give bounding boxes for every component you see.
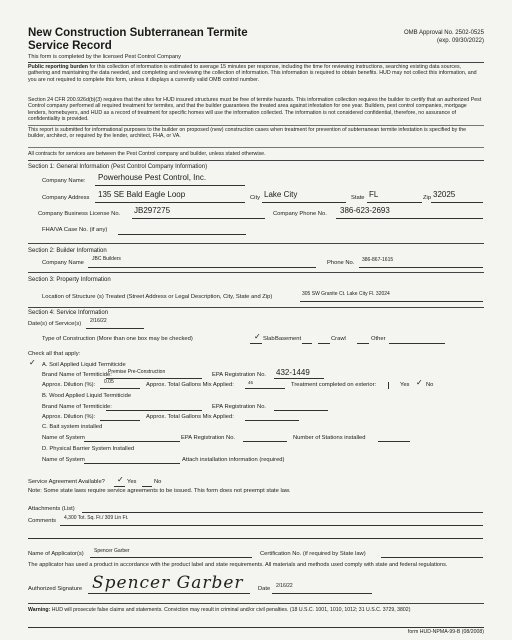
construction-type-label: Type of Construction (More than one box may be checked)	[42, 336, 193, 342]
agreement-yes-option: Yes	[127, 479, 137, 485]
a-epa-label: EPA Registration No.	[212, 372, 267, 378]
warning-lead: Warning:	[28, 607, 51, 613]
burden-statement	[28, 64, 482, 83]
c-epa-line[interactable]	[243, 441, 287, 442]
comments-line	[60, 525, 483, 526]
d-name-label: Name of System	[42, 457, 85, 463]
company-phone-label: Company Phone No.	[273, 211, 327, 217]
other-option: Other	[371, 336, 386, 342]
option-b-label: B. Wood Applied Liquid Termiticide	[42, 393, 132, 399]
a-brand-value[interactable]: Premise Pre-Construction	[108, 369, 166, 375]
company-phone-value[interactable]: 386-623-2693	[340, 206, 390, 215]
option-c-label: C. Bait system installed	[42, 424, 103, 430]
license-line	[132, 218, 265, 219]
city-line	[262, 202, 346, 203]
agreement-note: Note: Some state laws require service agreements to be issued. This form does not preempt state law.	[28, 488, 291, 494]
contracts-statement: All contracts for services are between the Pest Control company and builder, unless stated otherwise.	[28, 151, 266, 157]
service-dates-value[interactable]: 2/16/22	[90, 318, 107, 324]
company-address-line	[95, 202, 245, 203]
completed-by-note: This form is completed by the licensed Pest Control Company	[28, 54, 181, 60]
company-name-line	[95, 185, 245, 186]
fha-case-label: FHA/VA Case No. (if any)	[42, 227, 108, 233]
b-gallons-line[interactable]	[245, 420, 299, 421]
attachments-line[interactable]	[82, 512, 483, 513]
a-dilution-value[interactable]: 0.05	[104, 379, 114, 385]
zip-label: Zip	[423, 195, 432, 201]
section2-heading: Section 2: Builder Information	[28, 248, 107, 254]
license-value[interactable]: JB297275	[134, 206, 171, 215]
section4-heading: Section 4: Service Information	[28, 310, 109, 316]
c-name-label: Name of System	[42, 435, 85, 441]
exterior-label: Treatment completed on exterior:	[291, 382, 377, 388]
b-brand-line[interactable]	[106, 410, 202, 411]
form-title-line1: New Construction Subterranean Termite	[28, 27, 248, 39]
b-epa-label: EPA Registration No.	[212, 404, 267, 410]
service-agreement-label: Service Agreement Available?	[28, 479, 105, 485]
builder-phone-line	[359, 267, 483, 268]
builder-name-label: Company Name	[42, 260, 84, 266]
builder-name-value[interactable]: JBC Builders	[92, 256, 121, 262]
warning-body: HUD will prosecute false claims and statements. Conviction may result in criminal and/or civil penalties. (18 U.S.C. 1001, 1010, 1012; 31 U.S.C. 3729, 3802)	[50, 607, 411, 613]
date-value[interactable]: 2/16/22	[276, 583, 293, 589]
state-value[interactable]: FL	[369, 190, 379, 199]
section1-heading: Section 1: General Information (Pest Control Company Information)	[28, 164, 208, 170]
signature-label: Authorized Signature	[28, 586, 83, 592]
agreement-yes-line	[114, 486, 125, 487]
attachments-label: Attachments (List)	[28, 506, 75, 512]
authorized-signature[interactable]: Spencer Garber	[92, 573, 244, 593]
location-value[interactable]: 305 SW Granite Ct. Lake City Fl. 32024	[302, 291, 390, 297]
divider	[28, 243, 484, 244]
service-dates-label: Date(s) of Service(s)	[28, 321, 82, 327]
exterior-no-checkmark[interactable]: ✓	[416, 378, 423, 387]
form-number: form HUD-NPMA-99-B (08/2008)	[407, 629, 484, 635]
a-dilution-line	[100, 388, 140, 389]
company-address-label: Company Address	[42, 195, 90, 201]
b-gallons-label: Approx. Total Gallons Mix Applied:	[146, 414, 234, 420]
c-epa-label: EPA Registration No.	[181, 435, 236, 441]
city-label: City	[250, 195, 260, 201]
other-line[interactable]	[389, 343, 445, 344]
applicator-name-label: Name of Applicator(s)	[28, 551, 84, 557]
burden-lead: Public reporting burden	[28, 64, 89, 70]
divider	[28, 62, 484, 63]
a-dilution-label: Approx. Dilution (%):	[42, 382, 96, 388]
divider	[28, 272, 484, 273]
company-name-label: Company Name:	[42, 178, 86, 184]
a-brand-label: Brand Name of Termiticide:	[42, 372, 112, 378]
builder-phone-label: Phone No.	[327, 260, 355, 266]
basement-checkbox[interactable]	[302, 343, 312, 344]
option-a-label: A. Soil Applied Liquid Termiticide	[42, 362, 126, 368]
crawl-option: Crawl	[331, 336, 346, 342]
d-attach-label: Attach installation information (required)	[182, 457, 285, 463]
service-dates-line	[86, 328, 144, 329]
comments-label: Comments	[28, 518, 57, 524]
divider	[28, 160, 484, 161]
b-dilution-label: Approx. Dilution (%):	[42, 414, 96, 420]
city-value[interactable]: Lake City	[264, 190, 298, 199]
company-name-value[interactable]: Powerhouse Pest Control, Inc.	[98, 173, 207, 182]
agreement-yes-checkmark[interactable]: ✓	[117, 475, 124, 484]
builder-phone-value[interactable]: 386-867-1615	[362, 257, 394, 263]
agreement-no-option: No	[154, 479, 162, 485]
burden-text: for this collection of information is estimated to average 15 minutes per response, including the time for reviewing instructions, searching existing data sources, gathering and maintaining the data needed, and completing and reviewing the collection of information. This information is required to obtain benefits. HUD may not collect this information, and you are not required to complete this form, unless it displays a currently valid OMB control number.	[28, 64, 477, 83]
exterior-no-option: No	[426, 382, 434, 388]
comments-value[interactable]: 4,300 Tot. Sq. Ft./ 309 Lin Ft.	[64, 515, 129, 521]
applicator-name-line	[90, 557, 252, 558]
omb-approval: OMB Approval No. 2502-0525	[403, 30, 484, 36]
comments-line-2[interactable]	[28, 538, 483, 539]
date-line	[272, 593, 372, 594]
c-stations-line[interactable]	[378, 441, 410, 442]
license-label: Company Business License No.	[38, 211, 121, 217]
a-gallons-line	[245, 388, 285, 389]
location-label: Location of Structure (s) Treated (Street Address or Legal Description, City, State and Zip)	[42, 294, 273, 300]
check-all-label: Check all that apply:	[28, 351, 81, 357]
a-brand-line	[106, 378, 202, 379]
section24-statement: Section 24 CFR 200.926d(b)(3) requires that the sites for HUD insured structures must be free of termite hazards. This information collection requires the builder to certify that an authorized Pest Control company performed all required treatment for termites, and that the builder guarantees the treated area against infestation for one year. Builders, pest control companies, mortgage lenders, homebuyers, and HUD as a record of treatment for specific homes will use the information collected. The information is not considered confidential, therefore, no assurance of confidentiality is provided.	[28, 97, 482, 123]
zip-line	[431, 202, 483, 203]
zip-value[interactable]: 32025	[433, 190, 456, 199]
form-title-line2: Service Record	[28, 40, 112, 52]
applicator-name-value[interactable]: Spencer Garber	[94, 548, 130, 554]
signature-line	[88, 593, 250, 594]
divider	[28, 307, 484, 308]
d-name-line[interactable]	[84, 463, 180, 464]
b-dilution-line[interactable]	[100, 420, 140, 421]
date-label: Date	[258, 586, 271, 592]
crawl-checkbox[interactable]	[318, 343, 330, 344]
agreement-no-checkbox[interactable]	[142, 486, 152, 487]
applicator-statement: The applicator has used a product in accordance with the product label and state requirements. All materials and methods used comply with state and federal regulations.	[28, 562, 448, 568]
slab-option: Slab	[263, 336, 275, 342]
builder-name-line	[88, 267, 316, 268]
c-name-line[interactable]	[84, 441, 180, 442]
exterior-divider	[388, 382, 389, 389]
fha-case-line[interactable]	[118, 234, 246, 235]
b-epa-line[interactable]	[274, 410, 328, 411]
exterior-yes-option[interactable]: Yes	[400, 382, 410, 388]
option-a-checkmark[interactable]: ✓	[29, 358, 36, 367]
state-label: State	[351, 195, 365, 201]
b-brand-label: Brand Name of Termiticide:	[42, 404, 112, 410]
company-phone-line	[336, 218, 483, 219]
option-d-label: D. Physical Barrier System Installed	[42, 446, 135, 452]
location-line	[300, 301, 483, 302]
company-address-value[interactable]: 135 SE Bald Eagle Loop	[98, 190, 186, 199]
slab-checkmark[interactable]: ✓	[254, 332, 261, 341]
slab-line	[250, 343, 262, 344]
divider	[28, 603, 484, 604]
a-epa-line	[274, 378, 324, 379]
footer-line	[28, 627, 484, 628]
omb-expiration: (exp. 09/30/2022)	[436, 38, 484, 44]
warning-text	[28, 608, 410, 613]
divider	[28, 125, 484, 126]
a-gallons-value[interactable]: 46	[248, 380, 253, 385]
section3-heading: Section 3: Property Information	[28, 277, 111, 283]
a-epa-value[interactable]: 432-1449	[276, 368, 310, 377]
a-gallons-label: Approx. Total Gallons Mix Applied:	[146, 382, 234, 388]
certification-line[interactable]	[381, 557, 483, 558]
other-checkbox[interactable]	[357, 343, 369, 344]
c-stations-label: Number of Stations installed	[293, 435, 366, 441]
certification-label: Certification No. (if required by State law)	[260, 551, 366, 557]
state-line	[367, 202, 422, 203]
divider	[28, 147, 484, 148]
purpose-statement: This report is submitted for informational purposes to the builder on proposed (new) construction cases when treatment for prevention of subterranean termite infestation is specified by the builder, architect, or required by the lender, architect, FHA, or VA.	[28, 127, 467, 140]
basement-option: Basement	[275, 336, 302, 342]
